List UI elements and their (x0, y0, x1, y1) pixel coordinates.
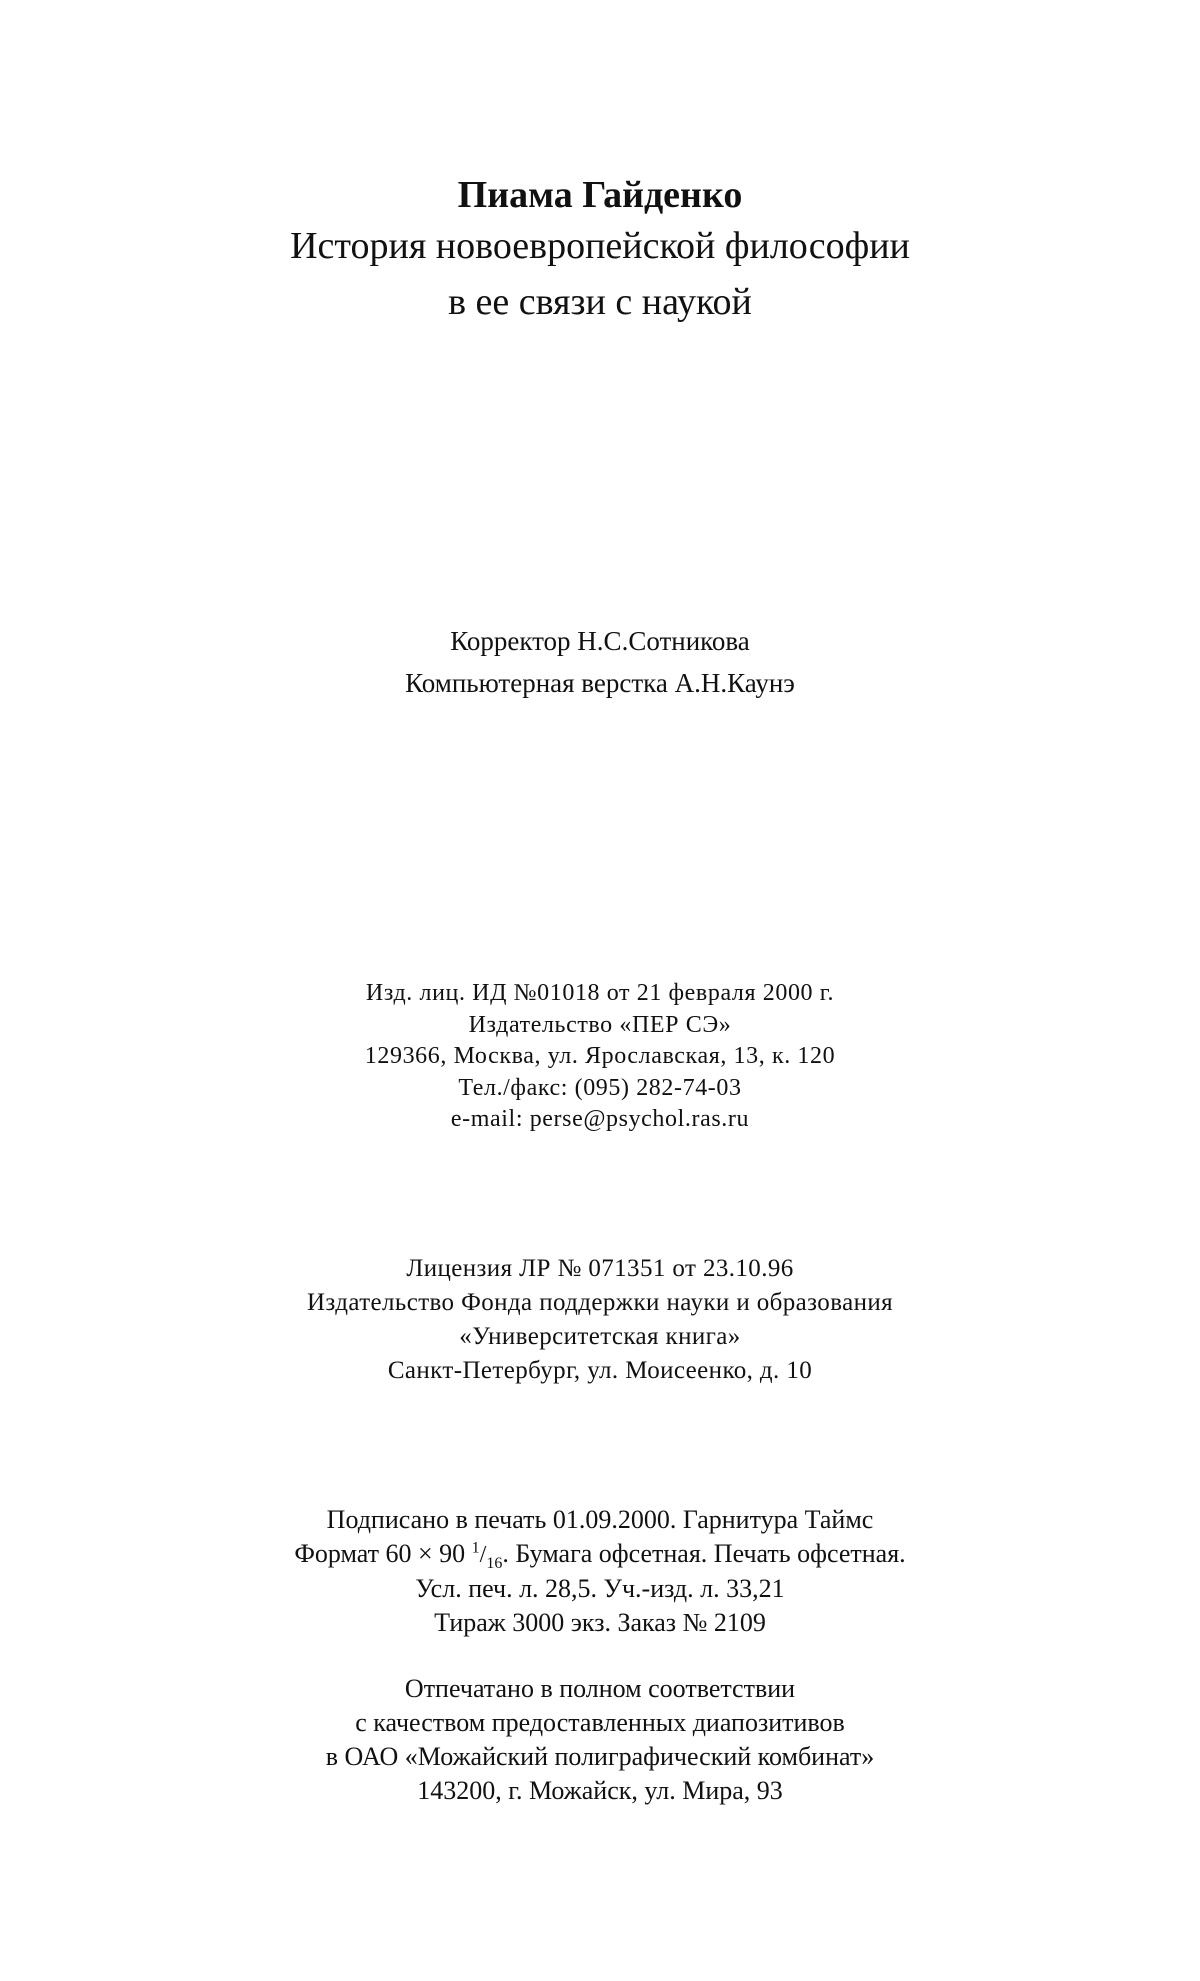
co-publisher-brand: «Университетская книга» (459, 1323, 741, 1350)
print-format (0, 1537, 1200, 1572)
book-title-line-1: История новоевропейской философии (290, 225, 910, 267)
format-fraction-slash: / (479, 1542, 487, 1568)
printer-line-1: Отпечатано в полном соответствии (404, 1674, 796, 1703)
publisher-address: 129366, Москва, ул. Ярославская, 13, к. 120 (364, 1043, 836, 1069)
co-publisher-license: Лицензия ЛР № 071351 от 23.10.96 (406, 1255, 794, 1282)
print-run: Тираж 3000 экз. Заказ № 2109 (434, 1608, 766, 1637)
proofreader-credit: Корректор Н.С.Сотникова (450, 626, 750, 656)
publisher-phone: Тел./факс: (095) 282-74-03 (458, 1074, 742, 1101)
co-publisher-name: Издательство Фонда поддержки науки и образования (306, 1289, 894, 1316)
co-publisher-address: Санкт-Петербург, ул. Моисеенко, д. 10 (387, 1357, 813, 1384)
layout-credit: Компьютерная верстка А.Н.Каунэ (405, 668, 795, 698)
format-fraction-numerator: 1 (471, 1539, 480, 1557)
format-fraction-denominator: 16 (486, 1555, 503, 1573)
publisher-email: e-mail: perse@psychol.ras.ru (450, 1106, 750, 1132)
print-sheets: Усл. печ. л. 28,5. Уч.-изд. л. 33,21 (415, 1574, 785, 1603)
print-format-suffix: . Бумага офсетная. Печать офсетная. (502, 1539, 906, 1568)
publisher-block (0, 978, 1200, 1136)
printer-line-3: в ОАО «Можайский полиграфический комбинат» (325, 1742, 875, 1771)
publisher-license: Изд. лиц. ИД №01018 от 21 февраля 2000 г. (365, 980, 835, 1006)
credits-block (0, 620, 1200, 704)
co-publisher-block (0, 1252, 1200, 1388)
publisher-name: Издательство «ПЕР СЭ» (468, 1011, 732, 1038)
printer-block (0, 1672, 1200, 1808)
printer-line-4: 143200, г. Можайск, ул. Мира, 93 (417, 1776, 783, 1805)
print-signed: Подписано в печать 01.09.2000. Гарнитура Таймс (326, 1505, 874, 1534)
title-block (0, 172, 1200, 330)
printer-line-2: с качеством предоставленных диапозитивов (355, 1708, 845, 1737)
book-title-line-2: в ее связи с наукой (448, 281, 752, 323)
author-name: Пиама Гайденко (457, 174, 743, 216)
print-format-prefix: Формат 60 × 90 (294, 1539, 472, 1568)
print-details-block (0, 1503, 1200, 1640)
